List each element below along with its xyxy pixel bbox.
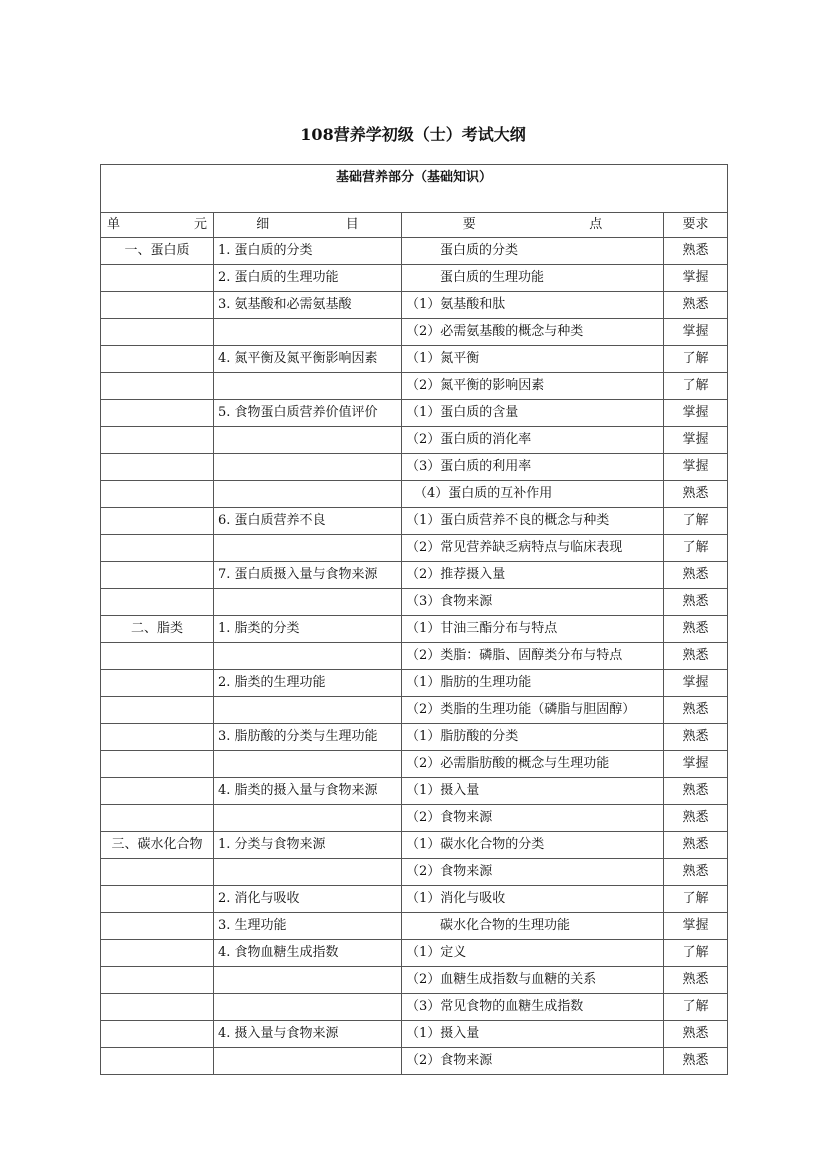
req-cell: 熟悉 [664, 778, 728, 805]
req-cell: 熟悉 [664, 697, 728, 724]
detail-cell [214, 805, 402, 832]
table-row [101, 616, 728, 643]
detail-cell [214, 481, 402, 508]
header-unit-b: 元 [193, 217, 207, 232]
header-unit [101, 213, 214, 238]
point-cell: （2）食物来源 [402, 805, 664, 832]
unit-cell [101, 346, 214, 373]
req-cell: 了解 [664, 940, 728, 967]
req-cell: 熟悉 [664, 724, 728, 751]
table-row [101, 508, 728, 535]
unit-cell [101, 670, 214, 697]
table-row [101, 319, 728, 346]
point-cell: （1）氨基酸和肽 [402, 292, 664, 319]
unit-cell [101, 508, 214, 535]
req-cell: 熟悉 [664, 805, 728, 832]
req-cell: 了解 [664, 535, 728, 562]
detail-cell [214, 697, 402, 724]
req-cell: 熟悉 [664, 1048, 728, 1075]
table-row [101, 940, 728, 967]
table-row [101, 859, 728, 886]
table-row [101, 454, 728, 481]
table-row [101, 427, 728, 454]
point-cell: （3）常见食物的血糖生成指数 [402, 994, 664, 1021]
unit-cell [101, 940, 214, 967]
detail-cell [214, 535, 402, 562]
detail-cell: 2. 消化与吸收 [214, 886, 402, 913]
point-cell: （1）摄入量 [402, 1021, 664, 1048]
table-row [101, 913, 728, 940]
detail-cell [214, 643, 402, 670]
unit-cell [101, 994, 214, 1021]
table-row [101, 697, 728, 724]
header-point-a: 要 [462, 217, 476, 232]
table-row [101, 778, 728, 805]
header-row [101, 213, 728, 238]
req-cell: 掌握 [664, 913, 728, 940]
detail-cell: 4. 摄入量与食物来源 [214, 1021, 402, 1048]
table-row [101, 373, 728, 400]
table-row [101, 562, 728, 589]
req-cell: 熟悉 [664, 562, 728, 589]
unit-cell [101, 751, 214, 778]
unit-cell [101, 643, 214, 670]
req-cell: 掌握 [664, 670, 728, 697]
req-cell: 熟悉 [664, 238, 728, 265]
detail-cell: 3. 生理功能 [214, 913, 402, 940]
detail-cell [214, 427, 402, 454]
detail-cell [214, 454, 402, 481]
unit-cell: 一、蛋白质 [101, 238, 214, 265]
point-cell: （3）蛋白质的利用率 [402, 454, 664, 481]
detail-cell: 5. 食物蛋白质营养价值评价 [214, 400, 402, 427]
req-cell: 了解 [664, 886, 728, 913]
point-cell: （1）蛋白质营养不良的概念与种类 [402, 508, 664, 535]
point-cell: （2）推荐摄入量 [402, 562, 664, 589]
detail-cell [214, 994, 402, 1021]
point-cell: （1）甘油三酯分布与特点 [402, 616, 664, 643]
req-cell: 掌握 [664, 400, 728, 427]
table-row [101, 535, 728, 562]
unit-cell [101, 589, 214, 616]
unit-cell [101, 319, 214, 346]
unit-cell [101, 400, 214, 427]
syllabus-table [100, 164, 728, 1075]
detail-cell: 4. 食物血糖生成指数 [214, 940, 402, 967]
point-cell: （2）常见营养缺乏病特点与临床表现 [402, 535, 664, 562]
point-cell: （2）氮平衡的影响因素 [402, 373, 664, 400]
detail-cell [214, 967, 402, 994]
point-cell: （2）必需氨基酸的概念与种类 [402, 319, 664, 346]
unit-cell [101, 913, 214, 940]
point-cell: （1）脂肪酸的分类 [402, 724, 664, 751]
table-row [101, 724, 728, 751]
point-cell: 碳水化合物的生理功能 [402, 913, 664, 940]
detail-cell: 6. 蛋白质营养不良 [214, 508, 402, 535]
req-cell: 熟悉 [664, 859, 728, 886]
unit-cell [101, 373, 214, 400]
header-point [402, 213, 664, 238]
detail-cell: 1. 蛋白质的分类 [214, 238, 402, 265]
detail-cell: 3. 脂肪酸的分类与生理功能 [214, 724, 402, 751]
point-cell: 蛋白质的生理功能 [402, 265, 664, 292]
table-row [101, 643, 728, 670]
req-cell: 熟悉 [664, 1021, 728, 1048]
table-row [101, 589, 728, 616]
unit-cell [101, 265, 214, 292]
req-cell: 掌握 [664, 427, 728, 454]
table-row [101, 967, 728, 994]
table-row [101, 265, 728, 292]
detail-cell [214, 751, 402, 778]
unit-cell [101, 292, 214, 319]
req-cell: 了解 [664, 508, 728, 535]
table-row [101, 481, 728, 508]
req-cell: 熟悉 [664, 616, 728, 643]
req-cell: 熟悉 [664, 832, 728, 859]
table-row [101, 346, 728, 373]
detail-cell: 2. 蛋白质的生理功能 [214, 265, 402, 292]
point-cell: （2）蛋白质的消化率 [402, 427, 664, 454]
req-cell: 了解 [664, 994, 728, 1021]
req-cell: 掌握 [664, 265, 728, 292]
table-row [101, 292, 728, 319]
req-cell: 了解 [664, 346, 728, 373]
table-row [101, 1021, 728, 1048]
point-cell: （1）定义 [402, 940, 664, 967]
point-cell: （1）摄入量 [402, 778, 664, 805]
unit-cell [101, 805, 214, 832]
section-title: 基础营养部分（基础知识） [101, 165, 728, 213]
header-req: 要求 [664, 213, 728, 238]
unit-cell [101, 886, 214, 913]
unit-cell [101, 1048, 214, 1075]
point-cell: （1）脂肪的生理功能 [402, 670, 664, 697]
detail-cell: 3. 氨基酸和必需氨基酸 [214, 292, 402, 319]
unit-cell [101, 778, 214, 805]
unit-cell [101, 454, 214, 481]
detail-cell [214, 1048, 402, 1075]
table-row [101, 886, 728, 913]
point-cell: （1）氮平衡 [402, 346, 664, 373]
table-row [101, 994, 728, 1021]
header-detail [214, 213, 402, 238]
header-point-b: 点 [589, 217, 603, 232]
point-cell: （2）食物来源 [402, 859, 664, 886]
point-cell: （2）类脂的生理功能（磷脂与胆固醇） [402, 697, 664, 724]
detail-cell: 4. 氮平衡及氮平衡影响因素 [214, 346, 402, 373]
unit-cell [101, 535, 214, 562]
req-cell: 掌握 [664, 454, 728, 481]
unit-cell: 二、脂类 [101, 616, 214, 643]
req-cell: 熟悉 [664, 589, 728, 616]
point-cell: （2）类脂：磷脂、固醇类分布与特点 [402, 643, 664, 670]
unit-cell [101, 859, 214, 886]
unit-cell: 三、碳水化合物 [101, 832, 214, 859]
detail-cell [214, 589, 402, 616]
point-cell: （1）蛋白质的含量 [402, 400, 664, 427]
page-title: 108营养学初级（士）考试大纲 [300, 125, 526, 144]
detail-cell [214, 373, 402, 400]
table-row [101, 238, 728, 265]
table-row [101, 805, 728, 832]
point-cell: （2）血糖生成指数与血糖的关系 [402, 967, 664, 994]
detail-cell [214, 859, 402, 886]
table-row [101, 400, 728, 427]
unit-cell [101, 481, 214, 508]
detail-cell: 1. 脂类的分类 [214, 616, 402, 643]
detail-cell [214, 319, 402, 346]
table-row [101, 832, 728, 859]
req-cell: 了解 [664, 373, 728, 400]
detail-cell: 1. 分类与食物来源 [214, 832, 402, 859]
point-cell: （1）碳水化合物的分类 [402, 832, 664, 859]
unit-cell [101, 1021, 214, 1048]
point-cell: （4）蛋白质的互补作用 [402, 481, 664, 508]
req-cell: 熟悉 [664, 967, 728, 994]
point-cell: （3）食物来源 [402, 589, 664, 616]
req-cell: 熟悉 [664, 481, 728, 508]
point-cell: （1）消化与吸收 [402, 886, 664, 913]
section-row [101, 165, 728, 213]
table-row [101, 751, 728, 778]
unit-cell [101, 697, 214, 724]
point-cell: （2）食物来源 [402, 1048, 664, 1075]
req-cell: 掌握 [664, 319, 728, 346]
unit-cell [101, 724, 214, 751]
point-cell: （2）必需脂肪酸的概念与生理功能 [402, 751, 664, 778]
unit-cell [101, 427, 214, 454]
req-cell: 熟悉 [664, 643, 728, 670]
header-detail-b: 目 [345, 217, 359, 232]
table-row [101, 1048, 728, 1075]
unit-cell [101, 562, 214, 589]
point-cell: 蛋白质的分类 [402, 238, 664, 265]
detail-cell: 4. 脂类的摄入量与食物来源 [214, 778, 402, 805]
detail-cell: 7. 蛋白质摄入量与食物来源 [214, 562, 402, 589]
header-unit-a: 单 [107, 217, 121, 232]
table-row [101, 670, 728, 697]
header-detail-a: 细 [256, 217, 270, 232]
req-cell: 掌握 [664, 751, 728, 778]
detail-cell: 2. 脂类的生理功能 [214, 670, 402, 697]
unit-cell [101, 967, 214, 994]
req-cell: 熟悉 [664, 292, 728, 319]
